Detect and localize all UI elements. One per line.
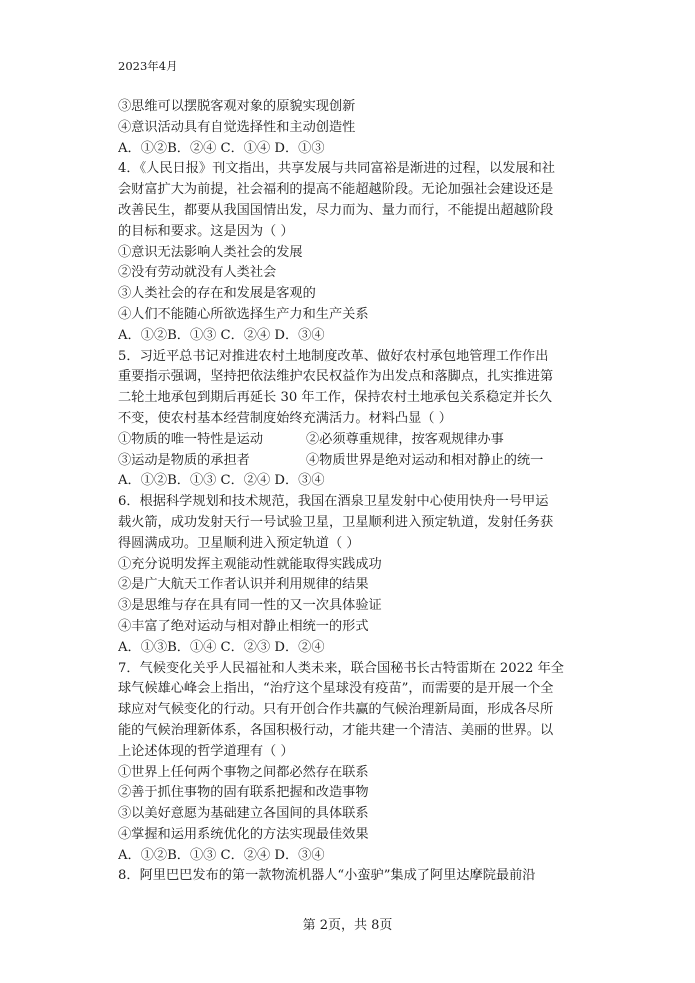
option-line: ①意识无法影响人类社会的发展 <box>118 244 303 260</box>
text-line: 上论述体现的哲学道理有（ ） <box>118 743 294 759</box>
option-row <box>118 430 580 451</box>
text-line: 能的气候治理新体系，各国积极行动，才能共建一个清洁、美丽的世界。以 <box>118 722 554 738</box>
option-line: ④物质世界是绝对运动和相对静止的统一 <box>306 452 544 468</box>
text-line: 载火箭，成功发射天行一号试验卫星，卫星顺利进入预定轨道，发射任务获 <box>118 514 554 530</box>
answer-options: A．①②B．①③ C．②④ D．③④ <box>118 847 325 863</box>
option-line: ④人们不能随心所欲选择生产力和生产关系 <box>118 306 369 322</box>
option-line: ④丰富了绝对运动与相对静止相统一的形式 <box>118 618 369 634</box>
option-line: ①充分说明发挥主观能动性就能取得实践成功 <box>118 556 382 572</box>
answer-options: A．①②B．②④ C．①④ D．①③ <box>118 140 325 156</box>
option-line: ③以美好意愿为基础建立各国间的具体联系 <box>118 806 369 822</box>
text-line: 改善民生，都要从我国国情出发，尽力而为、量力而行，不能提出超越阶段 <box>118 202 554 218</box>
option-line: ③人类社会的存在和发展是客观的 <box>118 286 316 302</box>
header-date: 2023年4月 <box>118 59 178 73</box>
question-4: 4．《人民日报》刊文指出，共享发展与共同富裕是渐进的过程，以发展和社 <box>118 161 555 177</box>
question-7: 7．气候变化关乎人民福祉和人类未来，联合国秘书长古特雷斯在 2022 年全 <box>118 660 564 676</box>
option-line: ②必须尊重规律，按客观规律办事 <box>306 431 504 447</box>
text-line: ④意识活动具有自觉选择性和主动创造性 <box>118 119 356 135</box>
question-6: 6．根据科学规划和技术规范，我国在酒泉卫星发射中心使用快舟一号甲运 <box>118 494 549 510</box>
option-line: ②善于抓住事物的固有联系把握和改造事物 <box>118 785 369 801</box>
answer-options: A．①②B．①③ C．②④ D．③④ <box>118 327 325 343</box>
question-5: 5．习近平总书记对推进农村土地制度改革、做好农村承包地管理工作作出 <box>118 348 549 364</box>
option-line: ②没有劳动就没有人类社会 <box>118 265 277 281</box>
text-line: 会财富扩大为前提，社会福利的提高不能超越阶段。无论加强社会建设还是 <box>118 182 554 198</box>
option-line: ④掌握和运用系统优化的方法实现最佳效果 <box>118 826 369 842</box>
question-8: 8．阿里巴巴发布的第一款物流机器人“小蛮驴”集成了阿里达摩院最前沿 <box>118 868 536 884</box>
text-line: 二轮土地承包到期后再延长 30 年工作，保持农村土地承包关系稳定并长久 <box>118 390 552 406</box>
page-number: 第 2页，共 8页 <box>302 918 393 933</box>
document-body <box>118 97 580 887</box>
option-row <box>118 451 580 472</box>
option-line: ③是思维与存在具有同一性的又一次具体验证 <box>118 598 382 614</box>
text-line: 不变，使农村基本经营制度始终充满活力。材料凸显（ ） <box>118 410 452 426</box>
text-line: ③思维可以摆脱客观对象的原貌实现创新 <box>118 99 356 114</box>
option-line: ①世界上任何两个事物之间都必然存在联系 <box>118 764 369 780</box>
text-line: 得圆满成功。卫星顺利进入预定轨道（ ） <box>118 535 360 551</box>
answer-options: A．①②B．①③ C．②④ D．③④ <box>118 473 325 489</box>
text-line: 球应对气候变化的行动。只有开创合作共赢的气候治理新局面，形成各尽所 <box>118 702 554 718</box>
text-line: 球气候雄心峰会上指出，“治疗这个星球没有疫苗”，而需要的是开展一个全 <box>118 681 554 697</box>
text-line: 的目标和要求。这是因为（ ） <box>118 223 294 239</box>
answer-options: A．①③B．①④ C．②③ D．②④ <box>118 639 325 655</box>
text-line: 重要指示强调，坚持把依法维护农民权益作为出发点和落脚点，扎实推进第 <box>118 369 554 385</box>
option-line: ②是广大航天工作者认识并利用规律的结果 <box>118 577 369 593</box>
option-line: ①物质的唯一特性是运动 <box>118 431 264 447</box>
option-line: ③运动是物质的承担者 <box>118 452 250 468</box>
